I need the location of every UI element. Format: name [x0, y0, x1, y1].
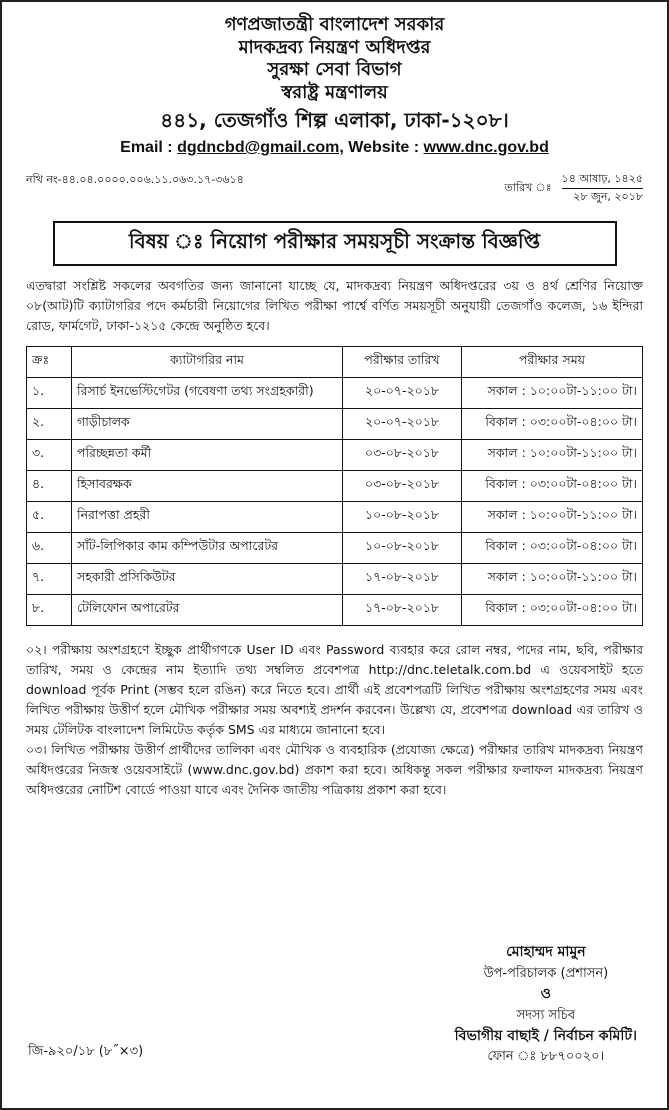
contact-line	[26, 139, 643, 157]
row-date: ০৩-০৮-২০১৮	[343, 471, 462, 502]
row-date: ০৩-০৮-২০১৮	[343, 440, 462, 471]
paragraph-03: ০৩। লিখিত পরীক্ষায় উত্তীর্ণ প্রার্থীদের তালিকা এবং মৌখিক ও ব্যবহারিক (প্রযোজ্য ক্ষেত্রে) পরীক্ষার তারিখ মাদকদ্রব্য নিয়ন্ত্রণ অধিদপ্তরের নিজস্ব ওয়েবসাইটে (www.dnc.gov.bd) প্রকাশ করা হবে। অধিকন্তু সকল পরীক্ষার ফলাফল মাদকদ্রব্য নিয়ন্ত্রণ অধিদপ্তরের নোটিশ বোর্ডে পাওয়া যাবে এবং দৈনিক জাতীয় পত্রিকায় প্রকাশ করা হবে।	[26, 742, 643, 797]
row-date: ১০-০৮-২০১৮	[343, 533, 462, 564]
row-category: পরিচ্ছন্নতা কর্মী	[72, 440, 343, 471]
signatory-role: সদস্য সচিব	[516, 1007, 576, 1023]
row-serial: ৫.	[27, 502, 72, 533]
table-row	[27, 502, 643, 533]
table-row	[27, 378, 643, 409]
row-serial: ১.	[27, 378, 72, 409]
row-time: সকাল : ১০:০০টা-১১:০০ টা।	[462, 564, 643, 595]
row-category: টেলিফোন অপারেটর	[72, 595, 343, 626]
row-date: ১৭-০৮-২০১৮	[343, 564, 462, 595]
signatory-designation: উপ-পরিচালক (প্রশাসন)	[483, 965, 609, 981]
row-time: বিকাল : ০৩:০০টা-০৪:০০ টা।	[462, 409, 643, 440]
table-row	[27, 471, 643, 502]
row-time: বিকাল : ০৩:০০টা-০৪:০০ টা।	[462, 595, 643, 626]
date-label: তারিখ ঃ	[504, 181, 552, 194]
date-block	[505, 171, 644, 205]
schedule-table	[26, 346, 643, 626]
header-date: পরীক্ষার তারিখ	[343, 347, 462, 378]
website-link[interactable]: www.dnc.gov.bd	[423, 139, 549, 156]
signature-block	[455, 942, 637, 1067]
department-name: মাদকদ্রব্য নিয়ন্ত্রণ অধিদপ্তর	[238, 36, 431, 58]
table-row	[27, 564, 643, 595]
table-header-row	[27, 347, 643, 378]
signatory-name: মোহাম্মদ মামুন	[506, 944, 586, 960]
row-date: ২০-০৭-২০১৮	[343, 409, 462, 440]
row-time: সকাল : ১০:০০টা-১১:০০ টা।	[462, 502, 643, 533]
intro-paragraph: এতদ্বারা সংশ্লিষ্ট সকলের অবগতির জন্য জানানো যাচ্ছে যে, মাদকদ্রব্য নিয়ন্ত্রণ অধিদপ্তরের ৩য় ও ৪র্থ শ্রেণির নিয়োক্ত ০৮(আট)টি ক্যাটাগরির পদে কর্মচারী নিয়োগের লিখিত পরীক্ষা পার্শ্বে বর্ণিত সময়সূচী অনুযায়ী তেজগাঁও কলেজ, ১৬ ইন্দিরা রোড, ফার্মগেট, ঢাকা-১২১৫ কেন্দ্রে অনুষ্ঠিত হবে।	[26, 278, 643, 333]
row-category: হিসাবরক্ষক	[72, 471, 343, 502]
row-date: ১০-০৮-২০১৮	[343, 502, 462, 533]
header-category: ক্যাটাগরির নাম	[72, 347, 343, 378]
row-category: সহকারী প্রসিকিউটর	[72, 564, 343, 595]
row-category: নিরাপত্তা প্রহরী	[72, 502, 343, 533]
date-bangla: ১৪ আষাঢ়, ১৪২৫	[561, 172, 643, 185]
table-row	[27, 595, 643, 626]
memo-number: নথি নং-৪৪.০৪.০০০০.০০৬.১১.০৬৩.১৭-৩৬১৪	[26, 173, 244, 186]
subject-box: বিষয় ঃ নিয়োগ পরীক্ষার সময়সূচী সংক্রান্ত বিজ্ঞপ্তি	[53, 221, 617, 266]
committee-name: বিভাগীয় বাছাই / নির্বাচন কমিটি।	[454, 1027, 637, 1044]
email-link[interactable]: dgdncbd@gmail.com,	[177, 139, 344, 156]
table-row	[27, 409, 643, 440]
row-category: গাড়ীচালক	[72, 409, 343, 440]
row-serial: ৭.	[27, 564, 72, 595]
row-time: বিকাল : ০৩:০০টা-০৪:০০ টা।	[462, 471, 643, 502]
website-label: Website :	[348, 139, 420, 156]
row-serial: ৩.	[27, 440, 72, 471]
table-row	[27, 533, 643, 564]
address: ৪৪১, তেজগাঁও শিল্প এলাকা, ঢাকা-১২০৮।	[160, 108, 509, 132]
phone-number: ফোন ঃ ৮৮৭০০২০।	[487, 1049, 605, 1065]
row-serial: ৬.	[27, 533, 72, 564]
row-serial: ৮.	[27, 595, 72, 626]
paragraph-02: ০২। পরীক্ষায় অংশগ্রহণে ইচ্ছুক প্রার্থীগণকে User ID এবং Password ব্যবহার করে রোল নম্বর, পদের নাম, ছবি, পরীক্ষার তারিখ, সময় ও কেন্দ্রের নাম ইত্যাদি তথ্য সম্বলিত প্রবেশপত্র http://dnc.teletalk.com.bd এ ওয়েবসাইট হতে download পূর্বক Print (সম্ভব হলে রঙিন) করে নিতে হবে। প্রার্থী এই প্রবেশপত্রটি লিখিত পরীক্ষায় অংশগ্রহণের সময় এবং লিখিত পরীক্ষায় উত্তীর্ণ হলে মৌখিক পরীক্ষার সময় অবশ্যই প্রদর্শন করবেন। উল্লেখ্য যে, প্রবেশপত্র download এর তারিখ ও সময় টেলিটক বাংলাদেশ লিমিটেড কর্তৃক SMS এর মাধ্যমে জানানো হবে।	[26, 642, 643, 737]
conjunction: ও	[540, 985, 551, 1002]
header-serial: ক্রঃ	[27, 347, 72, 378]
reference-row	[26, 171, 643, 205]
row-serial: ৪.	[27, 471, 72, 502]
row-date: ২০-০৭-২০১৮	[343, 378, 462, 409]
letterhead	[26, 14, 643, 157]
division-name: সুরক্ষা সেবা বিভাগ	[267, 59, 402, 80]
footer-code: জি-৯২০/১৮ (৮˝×৩)	[28, 1044, 144, 1059]
row-category: সাঁট-লিপিকার কাম কম্পিউটার অপারেটর	[72, 533, 343, 564]
row-time: বিকাল : ০৩:০০টা-০৪:০০ টা।	[462, 533, 643, 564]
govt-name: গণপ্রজাতন্ত্রী বাংলাদেশ সরকার	[224, 14, 445, 35]
row-serial: ২.	[27, 409, 72, 440]
date-english: ২৮ জুন, ২০১৮	[562, 188, 643, 206]
row-date: ১৭-০৮-২০১৮	[343, 595, 462, 626]
row-time: সকাল : ১০:০০টা-১১:০০ টা।	[462, 378, 643, 409]
header-time: পরীক্ষার সময়	[462, 347, 643, 378]
dates	[562, 171, 643, 205]
row-category: রিসার্চ ইনভেস্টিগেটর (গবেষণা তথ্য সংগ্রহকারী)	[72, 378, 343, 409]
ministry-name: স্বরাষ্ট্র মন্ত্রণালয়	[281, 81, 388, 103]
email-label: Email :	[120, 139, 173, 156]
table-row	[27, 440, 643, 471]
row-time: সকাল : ১০:০০টা-১১:০০ টা।	[462, 440, 643, 471]
